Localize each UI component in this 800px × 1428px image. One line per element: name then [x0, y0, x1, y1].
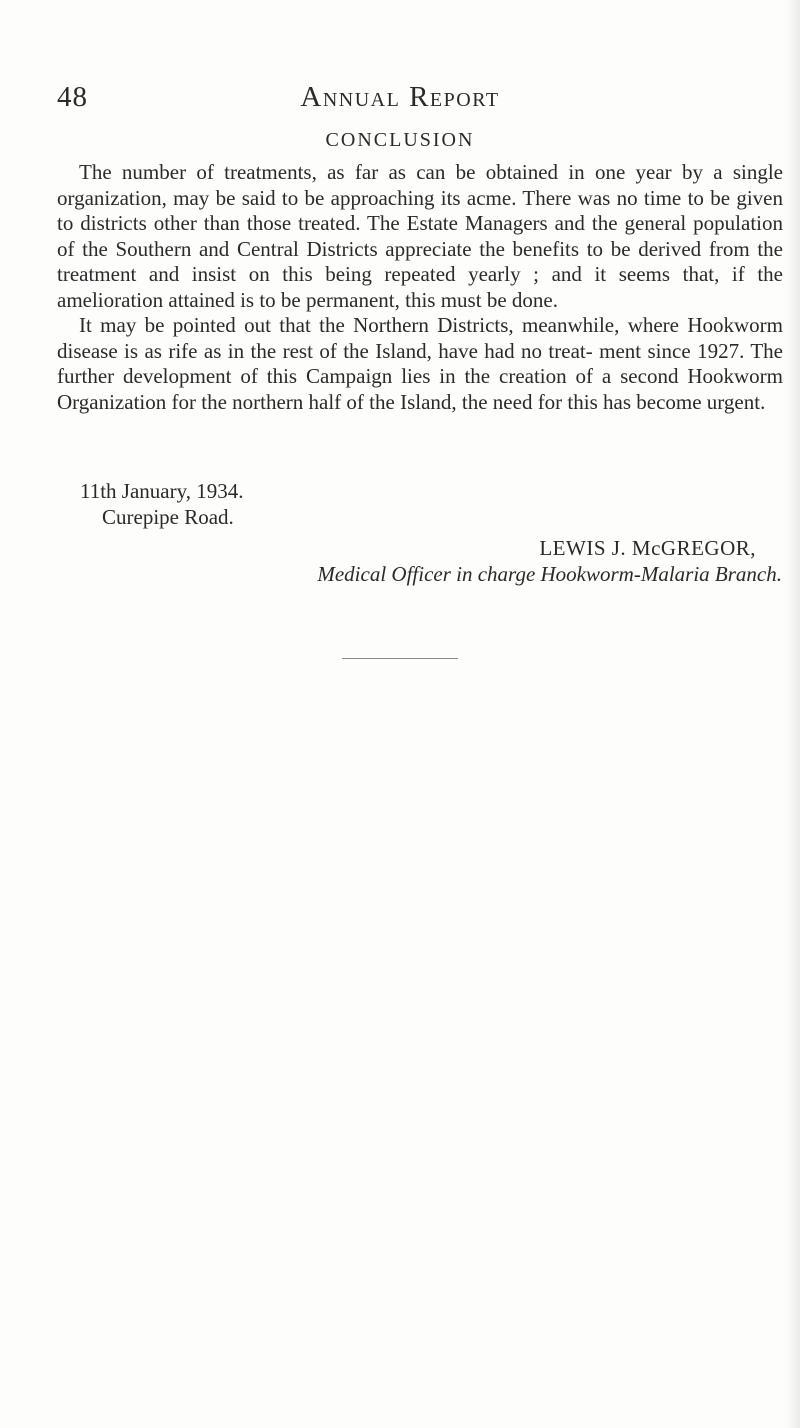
section-heading: CONCLUSION [325, 129, 475, 151]
body-text [57, 160, 783, 415]
signature-block [0, 535, 782, 587]
page-edge-shadow [786, 0, 800, 1428]
dateline-date: 11th January, 1934. [80, 479, 244, 503]
signatory-title: Medical Officer in charge Hookworm-Malaria Branch. [317, 562, 782, 586]
page-number: 48 [57, 81, 88, 113]
paragraph-1: The number of treatments, as far as can be obtained in one year by a single organization, may be said to be approaching its acme. There was no time to be given to districts other than those treated. The Estate Managers and the general population of the Southern and Central Districts appreciate the benefits to be derived from the treatment and insist on this being repeated yearly ; and it seems that, if the amelioration attained is to be permanent, this must be done. [57, 160, 783, 312]
running-title: Annual Report [300, 81, 500, 113]
closing-rule [342, 658, 458, 659]
signatory-name: LEWIS J. McGREGOR, [539, 536, 756, 560]
dateline-place: Curepipe Road. [102, 505, 234, 529]
dateline [80, 478, 244, 530]
paragraph-2: It may be pointed out that the Northern Districts, meanwhile, where Hookworm disease is as rife as in the rest of the Island, have had no treat- ment since 1927. The further development of this Campaign lies in the creation of a second Hookworm Organization for the northern half of the Island, the need for this has become urgent. [57, 313, 783, 414]
